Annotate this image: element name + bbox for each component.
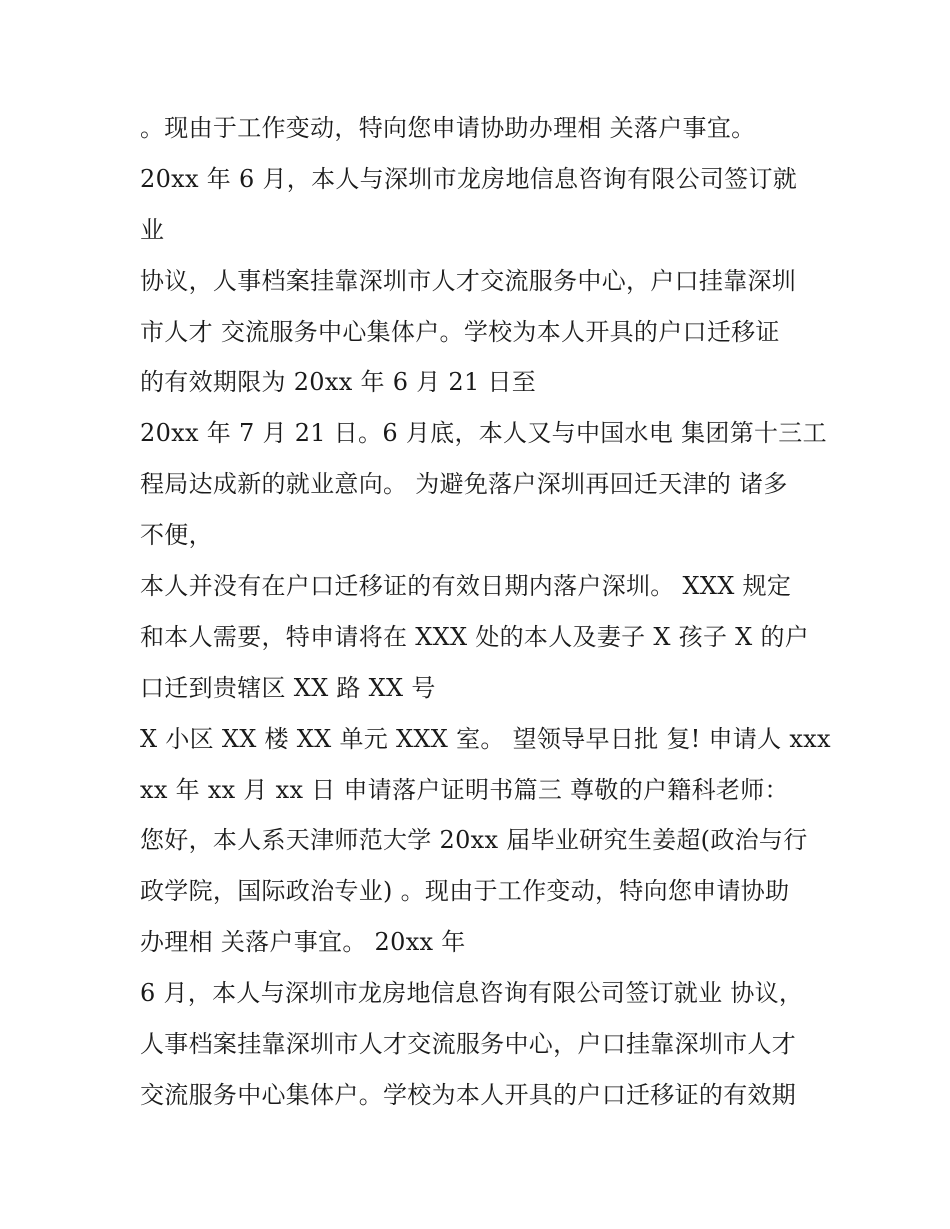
text-line: 6 月，本人与深圳市龙房地信息咨询有限公司签订就业 协议， (140, 979, 804, 1008)
text-line: 和本人需要，特申请将在 XXX 处的本人及妻子 X 孩子 X 的户 (140, 622, 810, 651)
text-line: 本人并没有在户口迁移证的有效日期内落户深圳。 XXX 规定 (140, 572, 792, 601)
text-line: 市人才 交流服务中心集体户。学校为本人开具的户口迁移证 (140, 317, 780, 346)
text-line: 口迁到贵辖区 XX 路 XX 号 (140, 673, 436, 702)
text-line: 。现由于工作变动，特向您申请协助办理相 关落户事宜。 (140, 114, 756, 142)
text-line: 交流服务中心集体户。学校为本人开具的户口迁移证的有效期 (140, 1080, 797, 1109)
text-line: xx 年 xx 月 xx 日 申请落户证明书篇三 尊敬的户籍科老师： (140, 775, 789, 804)
document-body (140, 103, 831, 1121)
text-line: 人事档案挂靠深圳市人才交流服务中心，户口挂靠深圳市人才 (140, 1030, 797, 1059)
text-line: 20xx 年 7 月 21 日。6 月底，本人又与中国水电 集团第十三工 (140, 419, 827, 448)
text-line: 不便， (140, 521, 213, 550)
text-line: 协议，人事档案挂靠深圳市人才交流服务中心，户口挂靠深圳 (140, 266, 797, 295)
text-line: 您好，本人系天津师范大学 20xx 届毕业研究生姜超(政治与行 (140, 826, 808, 855)
text-line: X 小区 XX 楼 XX 单元 XXX 室。 望领导早日批 复! 申请人 xxx (140, 724, 831, 753)
text-line: 业 (140, 215, 165, 244)
text-line: 的有效期限为 20xx 年 6 月 21 日至 (140, 368, 537, 397)
text-line: 20xx 年 6 月，本人与深圳市龙房地信息咨询有限公司签订就 (140, 164, 798, 193)
text-line: 程局达成新的就业意向。 为避免落户深圳再回迁天津的 诸多 (140, 470, 788, 499)
text-line: 办理相 关落户事宜。 20xx 年 (140, 928, 466, 957)
text-line: 政学院，国际政治专业) 。现由于工作变动，特向您申请协助 (140, 877, 790, 906)
